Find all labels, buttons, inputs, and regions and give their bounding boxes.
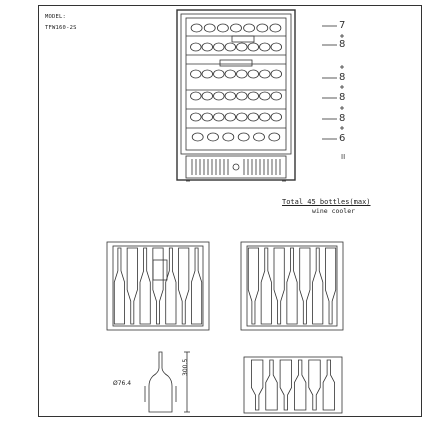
bottle-end xyxy=(270,24,281,32)
bottle-end xyxy=(223,133,234,141)
bottle-end xyxy=(214,70,225,78)
bottle-end xyxy=(214,113,225,121)
bottle-end xyxy=(248,113,259,121)
rack-bottle xyxy=(191,248,201,324)
footer-marker: II xyxy=(341,153,346,161)
bottle-end xyxy=(269,133,280,141)
rack-bottle xyxy=(166,248,176,324)
bottle-end xyxy=(191,24,202,32)
rack-bottle xyxy=(179,248,189,324)
rack-bottle xyxy=(274,248,284,324)
capacity-total: Total 45 bottles(max) xyxy=(282,198,371,206)
shelf-count-2: 8 xyxy=(339,39,346,50)
control-knob xyxy=(233,164,239,170)
cooler-front-view xyxy=(177,10,295,181)
bottle-end xyxy=(225,43,236,51)
bottle-end xyxy=(225,92,236,100)
rack-bottle xyxy=(280,360,291,410)
bottle-end xyxy=(191,92,202,100)
bottle-end xyxy=(244,24,255,32)
rack-bottle xyxy=(114,248,124,324)
rack-left-bottles xyxy=(114,248,201,324)
bottle-end xyxy=(191,70,202,78)
leader-lines xyxy=(322,26,344,139)
bottle-height: 300.5 xyxy=(182,358,189,376)
bottle-end xyxy=(202,70,213,78)
bottle-rows xyxy=(191,24,282,141)
bottle-end xyxy=(214,43,225,51)
bottle-end xyxy=(260,70,271,78)
bottle-end xyxy=(260,113,271,121)
rack-bottle xyxy=(251,360,262,410)
bottle-end xyxy=(237,92,248,100)
bottle-end xyxy=(204,24,215,32)
bottle-end xyxy=(271,70,282,78)
bottle-end xyxy=(238,133,249,141)
bottle-end xyxy=(191,43,202,51)
bottle-end xyxy=(191,113,202,121)
rack-right-view xyxy=(241,242,343,330)
rack-bottle xyxy=(325,248,335,324)
bottle-end xyxy=(208,133,219,141)
bottle-end xyxy=(225,113,236,121)
shelf-count-6: 6 xyxy=(339,133,346,144)
bottle-end xyxy=(260,43,271,51)
bottle-end xyxy=(254,133,265,141)
rack-bottle xyxy=(313,248,323,324)
bottle-end xyxy=(231,24,242,32)
rack-right-bottles xyxy=(248,248,335,324)
bottle-end xyxy=(271,113,282,121)
bottle-end xyxy=(217,24,228,32)
rack-left-view xyxy=(107,242,209,330)
rack-bottle xyxy=(127,248,137,324)
shelf-count-1: 7 xyxy=(339,20,346,31)
bottle-end xyxy=(202,43,213,51)
shelf-count-5: 8 xyxy=(339,113,346,124)
bottle-diameter: Ø76.4 xyxy=(113,380,132,387)
rack-bottle xyxy=(266,360,277,410)
rack-bottom-bottles xyxy=(251,360,334,410)
bottle-end xyxy=(260,92,271,100)
bottle-end xyxy=(237,113,248,121)
bottle-end xyxy=(271,92,282,100)
bottle-end xyxy=(248,43,259,51)
bottle-end xyxy=(214,92,225,100)
shelf-count-3: 8 xyxy=(339,72,346,83)
rack-bottle xyxy=(261,248,271,324)
bottle-end xyxy=(271,43,282,51)
bottle-end xyxy=(237,43,248,51)
bottle-end xyxy=(237,70,248,78)
base-grille xyxy=(192,159,280,175)
rack-bottle xyxy=(323,360,334,410)
capacity-subtitle: wine cooler xyxy=(312,207,356,215)
shelf-count-4: 8 xyxy=(339,92,346,103)
bottle-end xyxy=(225,70,236,78)
bottle-end xyxy=(202,113,213,121)
model-value: TFW160-2S xyxy=(45,25,77,31)
rack-bottle xyxy=(153,248,163,324)
bottle-end xyxy=(202,92,213,100)
rack-bottle xyxy=(287,248,297,324)
rack-bottle xyxy=(309,360,320,410)
rack-bottle xyxy=(248,248,258,324)
rack-bottle xyxy=(300,248,310,324)
model-label: MODEL: xyxy=(45,14,67,20)
bottle-end xyxy=(192,133,203,141)
bottle-end xyxy=(248,70,259,78)
bottle-end xyxy=(248,92,259,100)
rack-bottle xyxy=(294,360,305,410)
bottle-end xyxy=(257,24,268,32)
rack-bottle xyxy=(140,248,150,324)
